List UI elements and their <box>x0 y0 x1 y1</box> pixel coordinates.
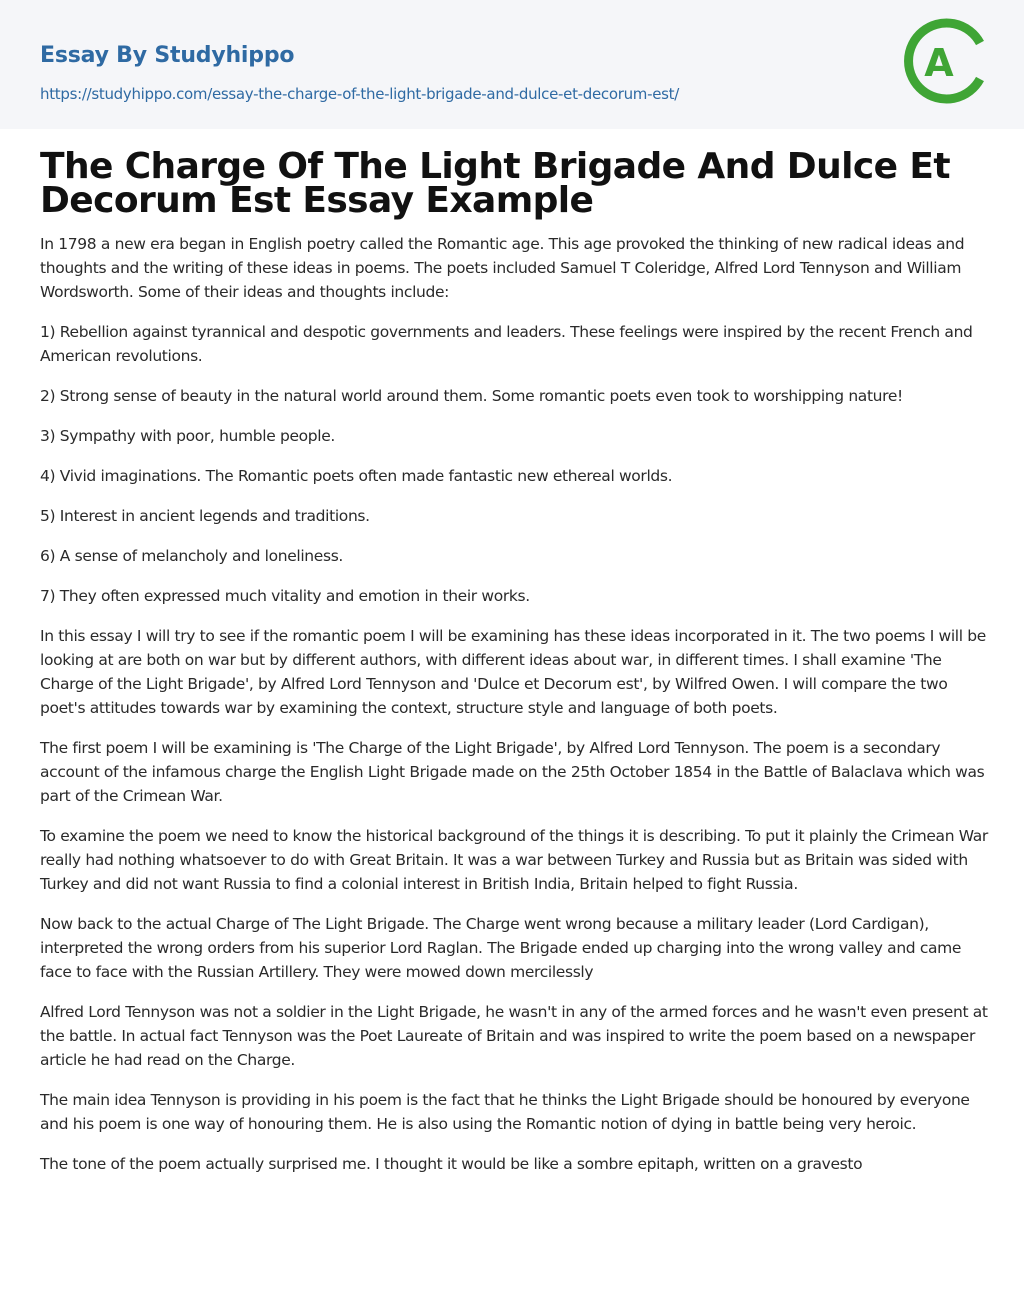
article-body <box>40 232 990 1176</box>
logo-letter: A <box>924 41 954 85</box>
article-paragraph: The main idea Tennyson is providing in his poem is the fact that he thinks the Light Brigade should be honoured by everyone and his poem is one way of honouring them. He is also using the Romantic notion of dying in battle being very heroic. <box>40 1091 970 1133</box>
article-paragraph: To examine the poem we need to know the historical background of the things it is describing. To put it plainly the Crimean War really had nothing whatsoever to do with Great Britain. It was a war between Turkey and Russia but as Britain was sided with Turkey and did not want Russia to find a colonial interest in British India, Britain helped to fight Russia. <box>40 827 988 893</box>
article <box>40 146 990 1192</box>
article-paragraph: The first poem I will be examining is 'The Charge of the Light Brigade', by Alfred Lord Tennyson. The poem is a secondary account of the infamous charge the English Light Brigade made on the 25th October 1854 in the Battle of Balaclava which was part of the Crimean War. <box>40 739 985 805</box>
article-paragraph: 6) A sense of melancholy and loneliness. <box>40 547 343 565</box>
article-paragraph: In this essay I will try to see if the romantic poem I will be examining has these ideas incorporated in it. The two poems I will be looking at are both on war but by different authors, with different ideas about war, in different times. I shall examine 'The Charge of the Light Brigade', by Alfred Lord Tennyson and 'Dulce et Decorum est', by Wilfred Owen. I will compare the two poet's attitudes towards war by examining the context, structure style and language of both poets. <box>40 627 986 717</box>
article-paragraph: Now back to the actual Charge of The Light Brigade. The Charge went wrong because a military leader (Lord Cardigan), interpreted the wrong orders from his superior Lord Raglan. The Brigade ended up charging into the wrong valley and came face to face with the Russian Artillery. They were mowed down mercilessly <box>40 915 962 981</box>
site-header <box>0 0 1024 129</box>
article-paragraph: 1) Rebellion against tyrannical and despotic governments and leaders. These feelings were inspired by the recent French and American revolutions. <box>40 323 973 365</box>
article-paragraph: 7) They often expressed much vitality and emotion in their works. <box>40 587 530 605</box>
article-paragraph: The tone of the poem actually surprised me. I thought it would be like a sombre epitaph, written on a gravesto <box>40 1155 863 1173</box>
site-name[interactable]: Essay By Studyhippo <box>40 43 295 68</box>
article-paragraph: 3) Sympathy with poor, humble people. <box>40 427 335 445</box>
article-paragraph: 5) Interest in ancient legends and traditions. <box>40 507 370 525</box>
studyhippo-a-logo-icon[interactable] <box>904 17 992 105</box>
article-paragraph: Alfred Lord Tennyson was not a soldier in the Light Brigade, he wasn't in any of the armed forces and he wasn't even present at the battle. In actual fact Tennyson was the Poet Laureate of Britain and was inspired to write the poem based on a newspaper article he had read on the Charge. <box>40 1003 988 1069</box>
article-paragraph: 2) Strong sense of beauty in the natural world around them. Some romantic poets even took to worshipping nature! <box>40 387 903 405</box>
article-url-link[interactable]: https://studyhippo.com/essay-the-charge-of-the-light-brigade-and-dulce-et-decorum-est/ <box>40 85 680 103</box>
page-title: The Charge Of The Light Brigade And Dulce Et Decorum Est Essay Example <box>40 146 950 221</box>
article-paragraph: 4) Vivid imaginations. The Romantic poets often made fantastic new ethereal worlds. <box>40 467 673 485</box>
article-paragraph: In 1798 a new era began in English poetry called the Romantic age. This age provoked the thinking of new radical ideas and thoughts and the writing of these ideas in poems. The poets included Samuel T Coleridge, Alfred Lord Tennyson and William Wordsworth. Some of their ideas and thoughts include: <box>40 235 965 301</box>
